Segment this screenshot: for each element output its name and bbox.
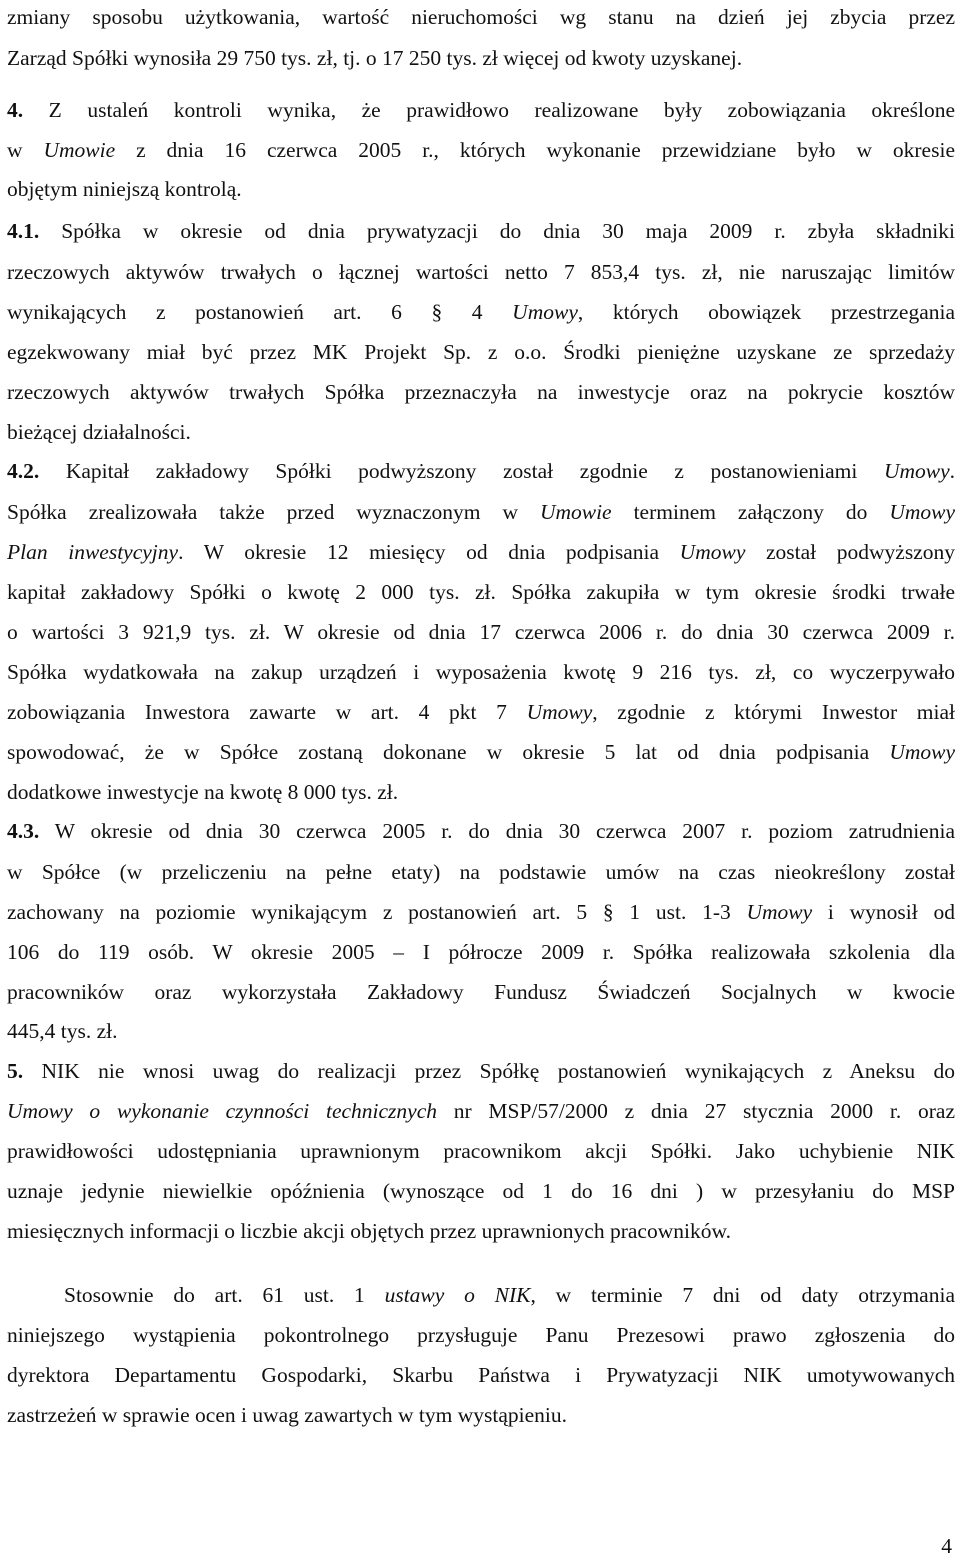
text-line (7, 1096, 955, 1126)
text-run: Stosownie do art. 61 ust. 1 (64, 1283, 385, 1307)
text-line (7, 297, 955, 327)
text-run: Kapitał zakładowy Spółki podwyższony został zgodnie z postanowieniami (39, 459, 884, 483)
italic-reference: ustawy o NIK (384, 1283, 531, 1307)
text-line (7, 456, 955, 486)
text-line (7, 417, 955, 447)
text-line (7, 257, 955, 287)
text-run: , zgodnie z którymi Inwestor miał (592, 700, 956, 724)
text-run: Spółka w okresie od dnia prywatyzacji do dnia 30 maja 2009 r. zbyła składniki (39, 219, 955, 243)
text-line (7, 777, 955, 807)
text-run: Z ustaleń kontroli wynika, że prawidłowo realizowane były zobowiązania określone (23, 98, 955, 122)
text-line (7, 337, 955, 367)
text-run: egzekwowany miał być przez MK Projekt Sp. z o.o. Środki pieniężne uzyskane ze sprzedaży (7, 340, 955, 364)
text-line (7, 537, 955, 567)
text-run: z dnia 16 czerwca 2005 r., których wykonanie przewidziane było w okresie (115, 138, 955, 162)
text-run: kapitał zakładowy Spółki o kwotę 2 000 tys. zł. Spółka zakupiła w tym okresie środki trwałe (7, 580, 955, 604)
text-run: w Spółce (w przeliczeniu na pełne etaty) na podstawie umów na czas nieokreślony został (7, 860, 955, 884)
text-line (7, 1320, 955, 1350)
italic-reference: Umowy (889, 500, 955, 524)
text-run: rzeczowych aktywów trwałych o łącznej wartości netto 7 853,4 tys. zł, nie naruszając limitów (7, 260, 955, 284)
text-run: 106 do 119 osób. W okresie 2005 – I półrocze 2009 r. Spółka realizowała szkolenia dla (7, 940, 955, 964)
text-line (7, 1280, 955, 1310)
text-run: zobowiązania Inwestora zawarte w art. 4 pkt 7 (7, 700, 527, 724)
text-run: prawidłowości udostępniania uprawnionym pracownikom akcji Spółki. Jako uchybienie NIK (7, 1139, 955, 1163)
italic-reference: Umowy (512, 300, 578, 324)
section-number: 4. (7, 98, 24, 122)
text-run: dyrektora Departamentu Gospodarki, Skarbu Państwa i Prywatyzacji NIK umotywowanych (7, 1363, 955, 1387)
text-line (7, 697, 955, 727)
italic-reference: Umowy (679, 540, 746, 564)
text-run: o wartości 3 921,9 tys. zł. W okresie od dnia 17 czerwca 2006 r. do dnia 30 czerwca 2009 r. (7, 620, 955, 644)
text-run: Spółka wydatkowała na zakup urządzeń i wyposażenia kwotę 9 216 tys. zł, co wyczerpywało (7, 660, 955, 684)
italic-reference: Umowie (539, 500, 612, 524)
text-line (7, 737, 955, 767)
text-run: w (7, 138, 44, 162)
text-run: miesięcznych informacji o liczbie akcji objętych przez uprawnionych pracowników. (7, 1219, 731, 1243)
text-run: W okresie od dnia 30 czerwca 2005 r. do dnia 30 czerwca 2007 r. poziom zatrudnienia (39, 819, 955, 843)
text-line (7, 2, 955, 32)
text-line (7, 1176, 955, 1206)
text-line (7, 135, 955, 165)
italic-reference: Umowy (883, 459, 950, 483)
text-line (7, 43, 955, 73)
text-line (7, 577, 955, 607)
text-run: nr MSP/57/2000 z dnia 27 stycznia 2000 r. oraz (437, 1099, 955, 1123)
text-line (7, 216, 955, 246)
text-run: . W okresie 12 miesięcy od dnia podpisania (178, 540, 680, 564)
text-line (7, 897, 955, 927)
text-run: Zarząd Spółki wynosiła 29 750 tys. zł, tj. o 17 250 tys. zł więcej od kwoty uzyskanej. (7, 46, 743, 70)
section-number: 4.3. (7, 819, 40, 843)
text-line (7, 937, 955, 967)
text-run: pracowników oraz wykorzystała Zakładowy Fundusz Świadczeń Socjalnych w kwocie (7, 980, 955, 1004)
text-run: i wynosił od (812, 900, 955, 924)
italic-reference: Umowie (43, 138, 116, 162)
text-line (7, 174, 955, 204)
text-run: zastrzeżeń w sprawie ocen i uwag zawartych w tym wystąpieniu. (7, 1403, 567, 1427)
section-number: 4.2. (7, 459, 40, 483)
section-number: 4.1. (7, 219, 40, 243)
text-run: niniejszego wystąpienia pokontrolnego przysługuje Panu Prezesowi prawo zgłoszenia do (7, 1323, 955, 1347)
text-line (7, 95, 955, 125)
text-line (7, 977, 955, 1007)
text-line (7, 497, 955, 527)
italic-reference: Umowy o wykonanie czynności technicznych (7, 1099, 437, 1123)
page-number: 4 (941, 1534, 952, 1558)
text-line (7, 657, 955, 687)
text-run: dodatkowe inwestycje na kwotę 8 000 tys. zł. (7, 780, 399, 804)
text-run: Spółka zrealizowała także przed wyznaczonym w (7, 500, 540, 524)
text-run: uznaje jedynie niewielkie opóźnienia (wynoszące od 1 do 16 dni ) w przesyłaniu do MSP (7, 1179, 955, 1203)
text-run: 445,4 tys. zł. (7, 1019, 118, 1043)
italic-reference: Umowy (526, 700, 593, 724)
text-run: zmiany sposobu użytkowania, wartość nieruchomości wg stanu na dzień jej zbycia przez (7, 5, 955, 29)
text-run: , w terminie 7 dni od daty otrzymania (530, 1283, 955, 1307)
italic-reference: Umowy (889, 740, 955, 764)
text-run: zachowany na poziomie wynikającym z postanowień art. 5 § 1 ust. 1-3 (7, 900, 747, 924)
text-line (7, 377, 955, 407)
text-run: terminem załączony do (611, 500, 890, 524)
text-line (7, 1360, 955, 1390)
text-line (7, 857, 955, 887)
text-line (7, 1136, 955, 1166)
text-run: wynikających z postanowień art. 6 § 4 (7, 300, 513, 324)
text-run: bieżącej działalności. (7, 420, 191, 444)
text-line (7, 1056, 955, 1086)
text-line (7, 1216, 955, 1246)
text-run: rzeczowych aktywów trwałych Spółka przeznaczyła na inwestycje oraz na pokrycie kosztów (7, 380, 955, 404)
text-line (7, 1016, 955, 1046)
text-line (7, 617, 955, 647)
text-run: objętym niniejszą kontrolą. (7, 177, 242, 201)
text-run: NIK nie wnosi uwag do realizacji przez Spółkę postanowień wynikających z Aneksu do (23, 1059, 955, 1083)
italic-reference: Plan inwestycyjny (7, 540, 179, 564)
text-run: , których obowiązek przestrzegania (577, 300, 955, 324)
text-line (7, 816, 955, 846)
italic-reference: Umowy (746, 900, 813, 924)
text-run: spowodować, że w Spółce zostaną dokonane w okresie 5 lat od dnia podpisania (7, 740, 890, 764)
text-line (7, 1400, 955, 1430)
text-run: został podwyższony (745, 540, 955, 564)
section-number: 5. (7, 1059, 24, 1083)
text-run: . (949, 459, 955, 483)
